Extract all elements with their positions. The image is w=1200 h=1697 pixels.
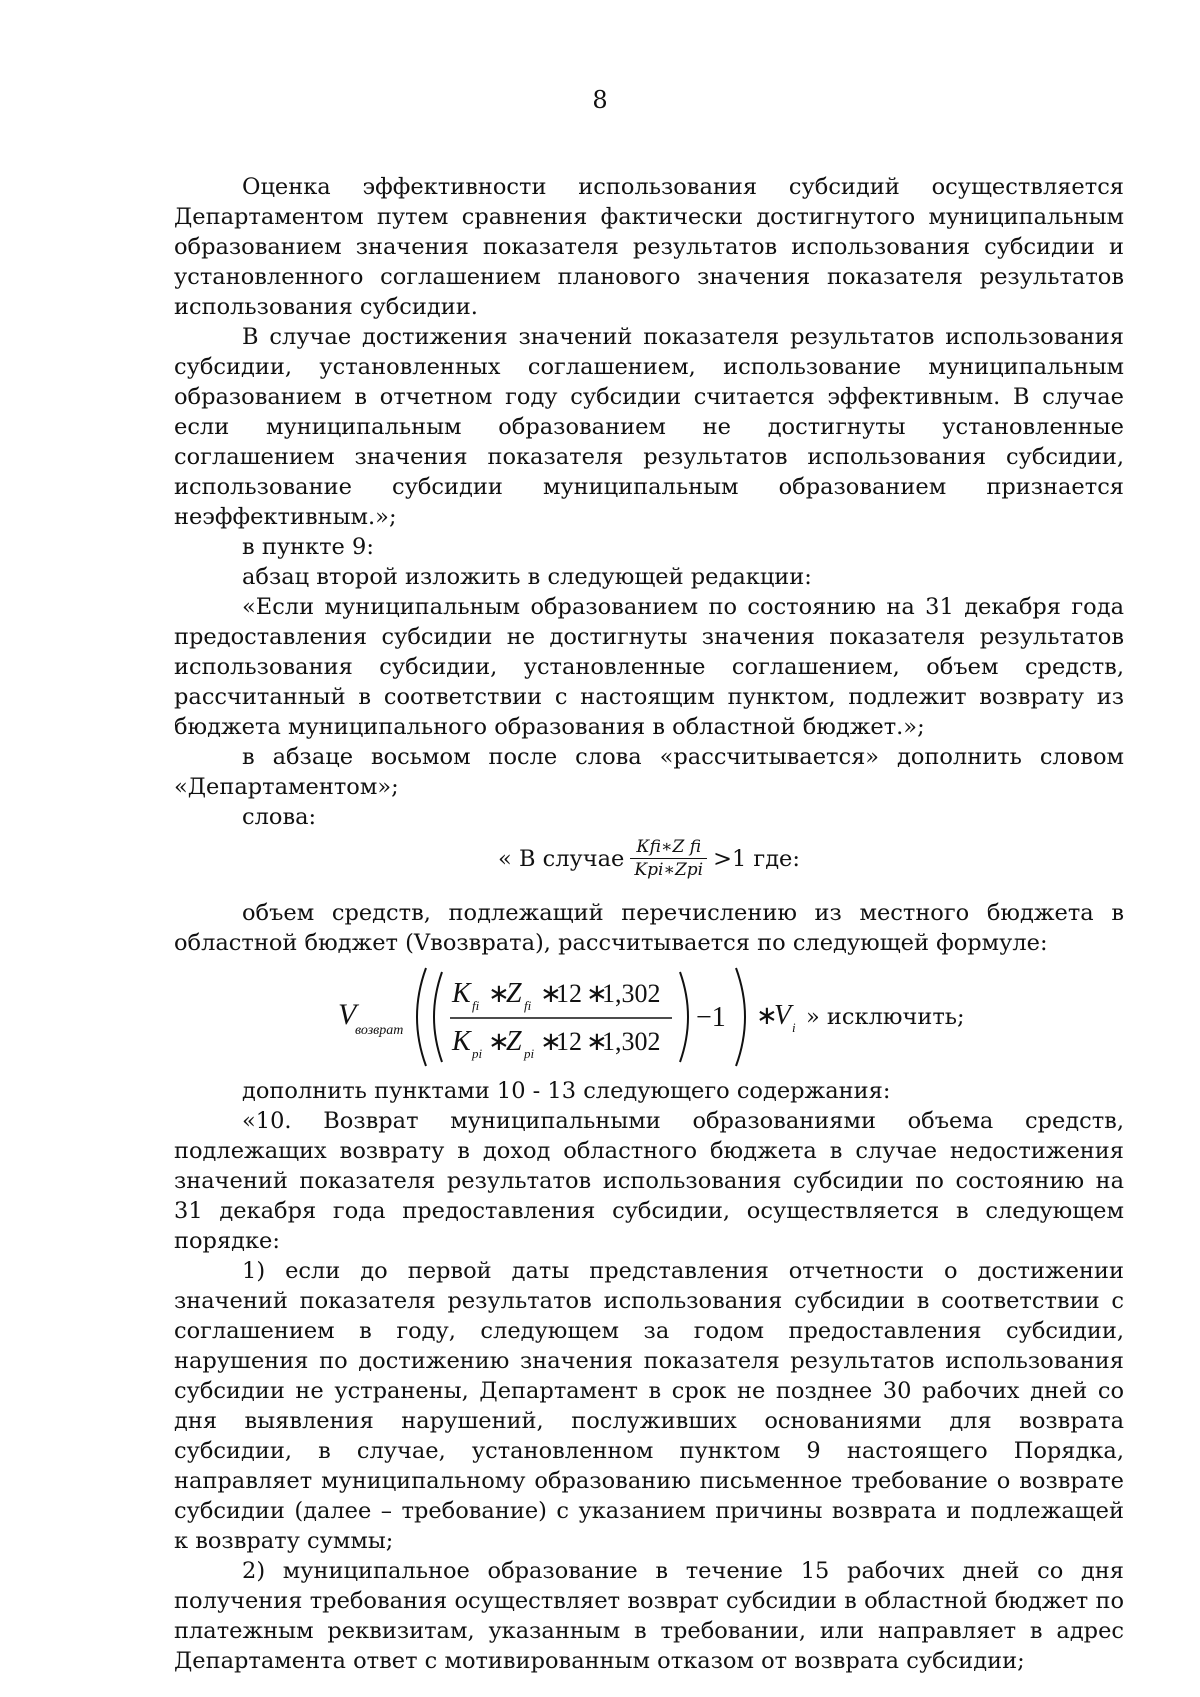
denominator-12: 12 xyxy=(556,1027,582,1056)
condition-suffix: >1 где: xyxy=(713,845,800,872)
paragraph-volume: объем средств, подлежащий перечислению из местного бюджета в областной бюджет (Vвозврата), рассчитывается по следующей формуле: xyxy=(174,900,1124,956)
paragraph-words: слова: xyxy=(242,804,317,830)
numerator-12: 12 xyxy=(556,979,582,1008)
denominator-z: Z xyxy=(506,1026,522,1057)
paragraph-subitem-1: 1) если до первой даты представления отчетности о достижении значений показателя результатов использования субсидии в соответствии с соглашением в году, следующем за годом предоставления субсидии, нарушения по достижению значения показателя результатов использования субсидии не устранены, Департамент в срок не позднее 30 рабочих дней со дня выявления нарушений, послуживших основаниями для возврата субсидии, в случае, установленном пунктом 9 настоящего Порядка, направляет муниципальному образованию письменное требование о возврате субсидии (далее – требование) с указанием причины возврата и подлежащей к возврату суммы; xyxy=(174,1258,1124,1554)
outer-paren-right xyxy=(736,968,745,1066)
numerator-star1: ∗ xyxy=(488,979,510,1008)
paragraph-eighth-abzac: в абзаце восьмом после слова «рассчитывается» дополнить словом «Департаментом»; xyxy=(174,744,1124,800)
denominator-star1: ∗ xyxy=(488,1027,510,1056)
numerator-star2: ∗ xyxy=(540,979,562,1008)
numerator-z: Z xyxy=(506,978,522,1009)
denominator-z-sub: pi xyxy=(524,1046,535,1061)
numerator-z-sub: fi xyxy=(524,998,532,1013)
numerator-k-sub: fi xyxy=(472,998,480,1013)
refund-formula-svg xyxy=(338,962,808,1072)
paragraph-effectiveness: В случае достижения значений показателя результатов использования субсидии, установленных соглашением, использование муниципальным образованием в отчетном году субсидии считается эффективным. В случае если муниципальным образованием не достигнуты установленные соглашением значения показателя результатов использования субсидии, использование субсидии муниципальным образованием признается неэффективным.»; xyxy=(174,324,1124,530)
paragraph-add-items: дополнить пунктами 10 - 13 следующего содержания: xyxy=(242,1078,891,1104)
formula-tail: » исключить; xyxy=(806,1004,965,1030)
numerator-star3: ∗ xyxy=(586,979,608,1008)
fraction-numerator: Кfi∗Z fi xyxy=(636,837,702,857)
outer-paren-left xyxy=(417,968,426,1066)
denominator-star3: ∗ xyxy=(586,1027,608,1056)
paragraph-new-text: «Если муниципальным образованием по состоянию на 31 декабря года предоставления субсидии не достигнуты значения показателя результатов использования субсидии, установленные соглашением, объем средств, рассчитанный в соответствии с настоящим пунктом, подлежит возврату из бюджета муниципального образования в областной бюджет.»; xyxy=(174,594,1124,740)
refund-formula xyxy=(174,962,1124,1072)
condition-prefix: « В случае xyxy=(498,845,625,872)
paragraph-item-9: в пункте 9: xyxy=(242,534,374,560)
paragraph-second-abzac: абзац второй изложить в следующей редакции: xyxy=(242,564,812,590)
document-body xyxy=(174,172,1124,1676)
denominator-coef: 1,302 xyxy=(602,1027,661,1056)
paragraph-evaluation: Оценка эффективности использования субсидий осуществляется Департаментом путем сравнения фактически достигнутого муниципальным образованием значения показателя результатов использования субсидии и установленного соглашением планового значения показателя результатов использования субсидии. xyxy=(174,174,1124,320)
denominator-star2: ∗ xyxy=(540,1027,562,1056)
condition-formula xyxy=(174,836,1124,896)
numerator-coef: 1,302 xyxy=(602,979,661,1008)
inner-paren-left xyxy=(434,972,442,1062)
fraction-denominator: Kpi∗Zpi xyxy=(634,860,704,880)
formula-minus-one: −1 xyxy=(696,1002,726,1033)
paragraph-item-10: «10. Возврат муниципальными образованиями объема средств, подлежащих возврату в доход областного бюджета в случае недостижения значений показателя результатов использования субсидии по состоянию на 31 декабря года предоставления субсидии, осуществляется в следующем порядке: xyxy=(174,1108,1124,1254)
formula-star-vi: ∗ xyxy=(756,1001,778,1030)
numerator-k: K xyxy=(452,978,471,1009)
formula-v-lhs: V xyxy=(338,998,357,1031)
denominator-k-sub: pi xyxy=(472,1046,483,1061)
page-number: 8 xyxy=(592,86,608,114)
formula-v-i: V xyxy=(774,1000,792,1031)
condition-fraction xyxy=(630,836,707,881)
inner-paren-right xyxy=(680,972,688,1062)
formula-v-lhs-sub: возврат xyxy=(355,1023,404,1038)
denominator-k: K xyxy=(452,1026,471,1057)
formula-v-i-sub: i xyxy=(792,1020,796,1035)
paragraph-subitem-2: 2) муниципальное образование в течение 15 рабочих дней со дня получения требования осуществляет возврат субсидии в областной бюджет по платежным реквизитам, указанным в требовании, или направляет в адрес Департамента ответ с мотивированным отказом от возврата субсидии; xyxy=(174,1558,1124,1674)
